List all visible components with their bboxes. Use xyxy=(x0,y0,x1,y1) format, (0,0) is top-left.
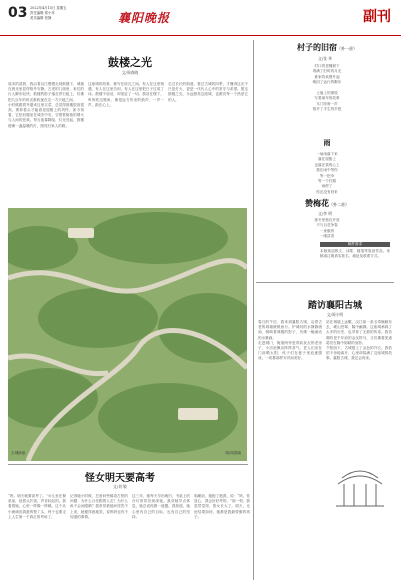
poem-line: 你还没有回来 xyxy=(316,189,338,194)
article-paragraph: 夕阳西下，古城披上了金色的外衣。我依依不舍地离开，心里却装满了这座城的故事。襄阳古城，我还会再来。 xyxy=(326,346,392,361)
article-column xyxy=(88,82,164,204)
article-column xyxy=(132,494,190,580)
article-column xyxy=(258,320,322,578)
section-title: 副刊 xyxy=(363,9,391,25)
article-paragraph: 这座城的故事，都写在砖瓦之间。有人在这里相遇，有人在这里告别，有人在这里把日子过成了诗。鼓楼不说话，却见证了一切。我站在楼下，听风吹过檐角，像是远方传来的鼓声，一声一声，敲在心上。 xyxy=(88,82,164,107)
article-column xyxy=(8,82,84,204)
article-author: 文/周春晓 xyxy=(121,70,139,75)
column-divider xyxy=(253,40,254,580)
poem-line: 不与百花争春 xyxy=(316,223,338,228)
article-paragraph: 周末的清晨，我沿着汉江慢慢走到鼓楼下，城墙在晨光里显得格外安静。古老的门洞里，来往的行人脚步轻快，鼓楼的影子落在青石板上，仿佛把几百年的时光都收拢在这一方天地之间。 xyxy=(8,82,84,102)
poem-subtitle: （外二首） xyxy=(329,202,349,207)
divider xyxy=(8,464,248,465)
poem-author: 文/张 华 xyxy=(318,56,332,61)
newspaper-logo: 襄阳晚报 xyxy=(118,11,171,25)
poem-title-text: 村子的旧宿 xyxy=(297,42,337,52)
photo-caption: 古城绿意 xyxy=(11,451,26,455)
pavilion-illustration xyxy=(330,462,390,512)
poem-line: 一缕清香 xyxy=(319,234,335,239)
poem-line: 寒冬里独自开放 xyxy=(314,218,340,222)
art-editor-line: 美术编辑 张静 xyxy=(30,16,52,20)
poem-line: 推开了半生的乡愁 xyxy=(312,107,342,112)
poem-title xyxy=(262,198,392,209)
poem-subheading: 雨 xyxy=(323,138,331,147)
article-paragraph: 走过长长的街巷，看过古城的四季，才懂得这光不只是灯火，更是一代代人心中的坚守与希望。愿这鼓楼之光，永远照亮这座城，也照亮每一个热爱它的人。 xyxy=(168,82,248,102)
article-paragraph: 记得她小时候，总爱问些稀奇古怪的问题：为什么月亮跟着人走？为什么鱼不会闭眼睛？我常常被她问得答不上来，她便得意地笑，说妈妈也有不知道的事情。 xyxy=(70,494,128,519)
divider xyxy=(256,282,394,283)
article-author: 文/周小明 xyxy=(326,312,344,317)
poem-line: 等一把伞 xyxy=(319,173,335,178)
poem-line: 落在屋檐上 xyxy=(318,157,336,162)
poem-body xyxy=(262,152,392,195)
article-column xyxy=(70,494,128,580)
poem-line: 堆满了旧时的月光 xyxy=(312,69,342,74)
date-line: 2022年4月15日 星期五 xyxy=(30,6,67,10)
editor-line: 责任编辑 郑小苹 xyxy=(30,11,55,15)
photo-credit: 图/周春晓 xyxy=(225,451,241,455)
poem-line: 也落在我的心上 xyxy=(314,162,340,167)
poem-line: 村口的老槐树下 xyxy=(314,64,340,68)
poem-line: 谁家的炊烟升起 xyxy=(314,74,340,79)
poem-author: 文/李 明 xyxy=(318,211,332,216)
notice-heading: 稿件需求 xyxy=(320,242,390,247)
article-column xyxy=(326,320,392,460)
poem-line: 等一个归期 xyxy=(318,179,336,184)
notice-body: 本版欢迎散文、诗歌、随笔等原创作品，来稿请注明真实姓名、地址及联系方式。 xyxy=(320,249,390,259)
article-paragraph: 春日的午后，我来到襄阳古城，沿着古老的城墙缓缓而行。护城河的水静静流淌，倒映着城楼的影子，仿佛一幅流动的水墨画。 xyxy=(258,320,322,340)
poem-line: 土墙上的斑驳 xyxy=(316,91,338,96)
article-column xyxy=(168,82,248,204)
page-number: 03 xyxy=(8,5,28,21)
poem-line: 我在雨中等你 xyxy=(316,168,338,173)
landscape-photo xyxy=(8,208,247,461)
poem-body xyxy=(262,218,392,240)
pavilion-icon xyxy=(330,462,390,512)
photo-image xyxy=(8,208,247,461)
poem-title-text: 赞梅花 xyxy=(305,198,329,208)
article-paragraph: 这三年，她每天早出晚归，书桌上的台灯常常亮到深夜。我劝她早点休息，她总说再做一道题。我知道，她心里有自己的目标，也有自己的坚持。 xyxy=(132,494,190,519)
article-paragraph: 临睡前，她抱了抱我，说：“妈，你放心，我会好好考的。”那一刻，我忽然觉得，怪女长大了。明天，无论结果如何，她都是我最骄傲的孩子。 xyxy=(194,494,250,519)
poem-line: 一场雨落下来 xyxy=(316,152,338,156)
poem-line: 写着童年的故事 xyxy=(314,96,340,101)
article-paragraph: 小时候跟着外婆来这里买菜，总觉得鼓楼很高很高，要仰着头才能看见屋檐上的风铃。如今再看，它依旧端坐在城市中央，守望着街巷的烟火与人间的悲欢。每当夜幕降临，灯光亮起，鼓楼便像一盏温暖的灯，照亮归家人的路。 xyxy=(8,102,84,128)
poem-title xyxy=(262,42,392,53)
edition-info xyxy=(30,6,67,21)
article-author: 文/刘 敏 xyxy=(113,484,127,489)
article-title: 怪女明天要高考 xyxy=(85,473,155,484)
article-title: 鼓楼之光 xyxy=(108,56,152,69)
poem-body xyxy=(262,64,392,113)
article-paragraph: 站在城墙上远眺，汉江如一条玉带蜿蜒东去，岘山苍翠，隆中幽静。这座城承载了太多的历史，也孕育了无数的传奇。我仿佛听见千年前的金戈铁马，又仿佛看见诸葛亮在隆中躬耕的身影。 xyxy=(326,320,392,345)
poem-line: 木门吱呀一声 xyxy=(316,101,338,106)
poem-line: 唤回了远行的脚步 xyxy=(312,80,342,85)
article-column xyxy=(8,494,66,580)
page-header xyxy=(0,0,401,36)
article-title: 踏访襄阳古城 xyxy=(307,301,362,311)
article-paragraph: “妈，明天就要高考了。”女儿坐在餐桌前，低着头扒饭，声音轻轻的。我看着她，心里一阵酸一阵暖。这个从小就调皮捣蛋的怪丫头，终于也要走上人生第一个真正的考场了。 xyxy=(8,494,66,519)
poem-line: 雨停了 xyxy=(321,184,333,189)
poem-subtitle: （外一首） xyxy=(337,46,357,51)
article-paragraph: 走进城门，街道两旁是青砖灰瓦的老房子，小店里飘出阵阵香气。老人们坐在门前晒太阳，孩子们在巷子里追逐嬉戏，一切都那样安详而美好。 xyxy=(258,340,322,361)
article-column xyxy=(194,494,250,580)
poem-line: 一身傲骨 xyxy=(319,228,335,233)
